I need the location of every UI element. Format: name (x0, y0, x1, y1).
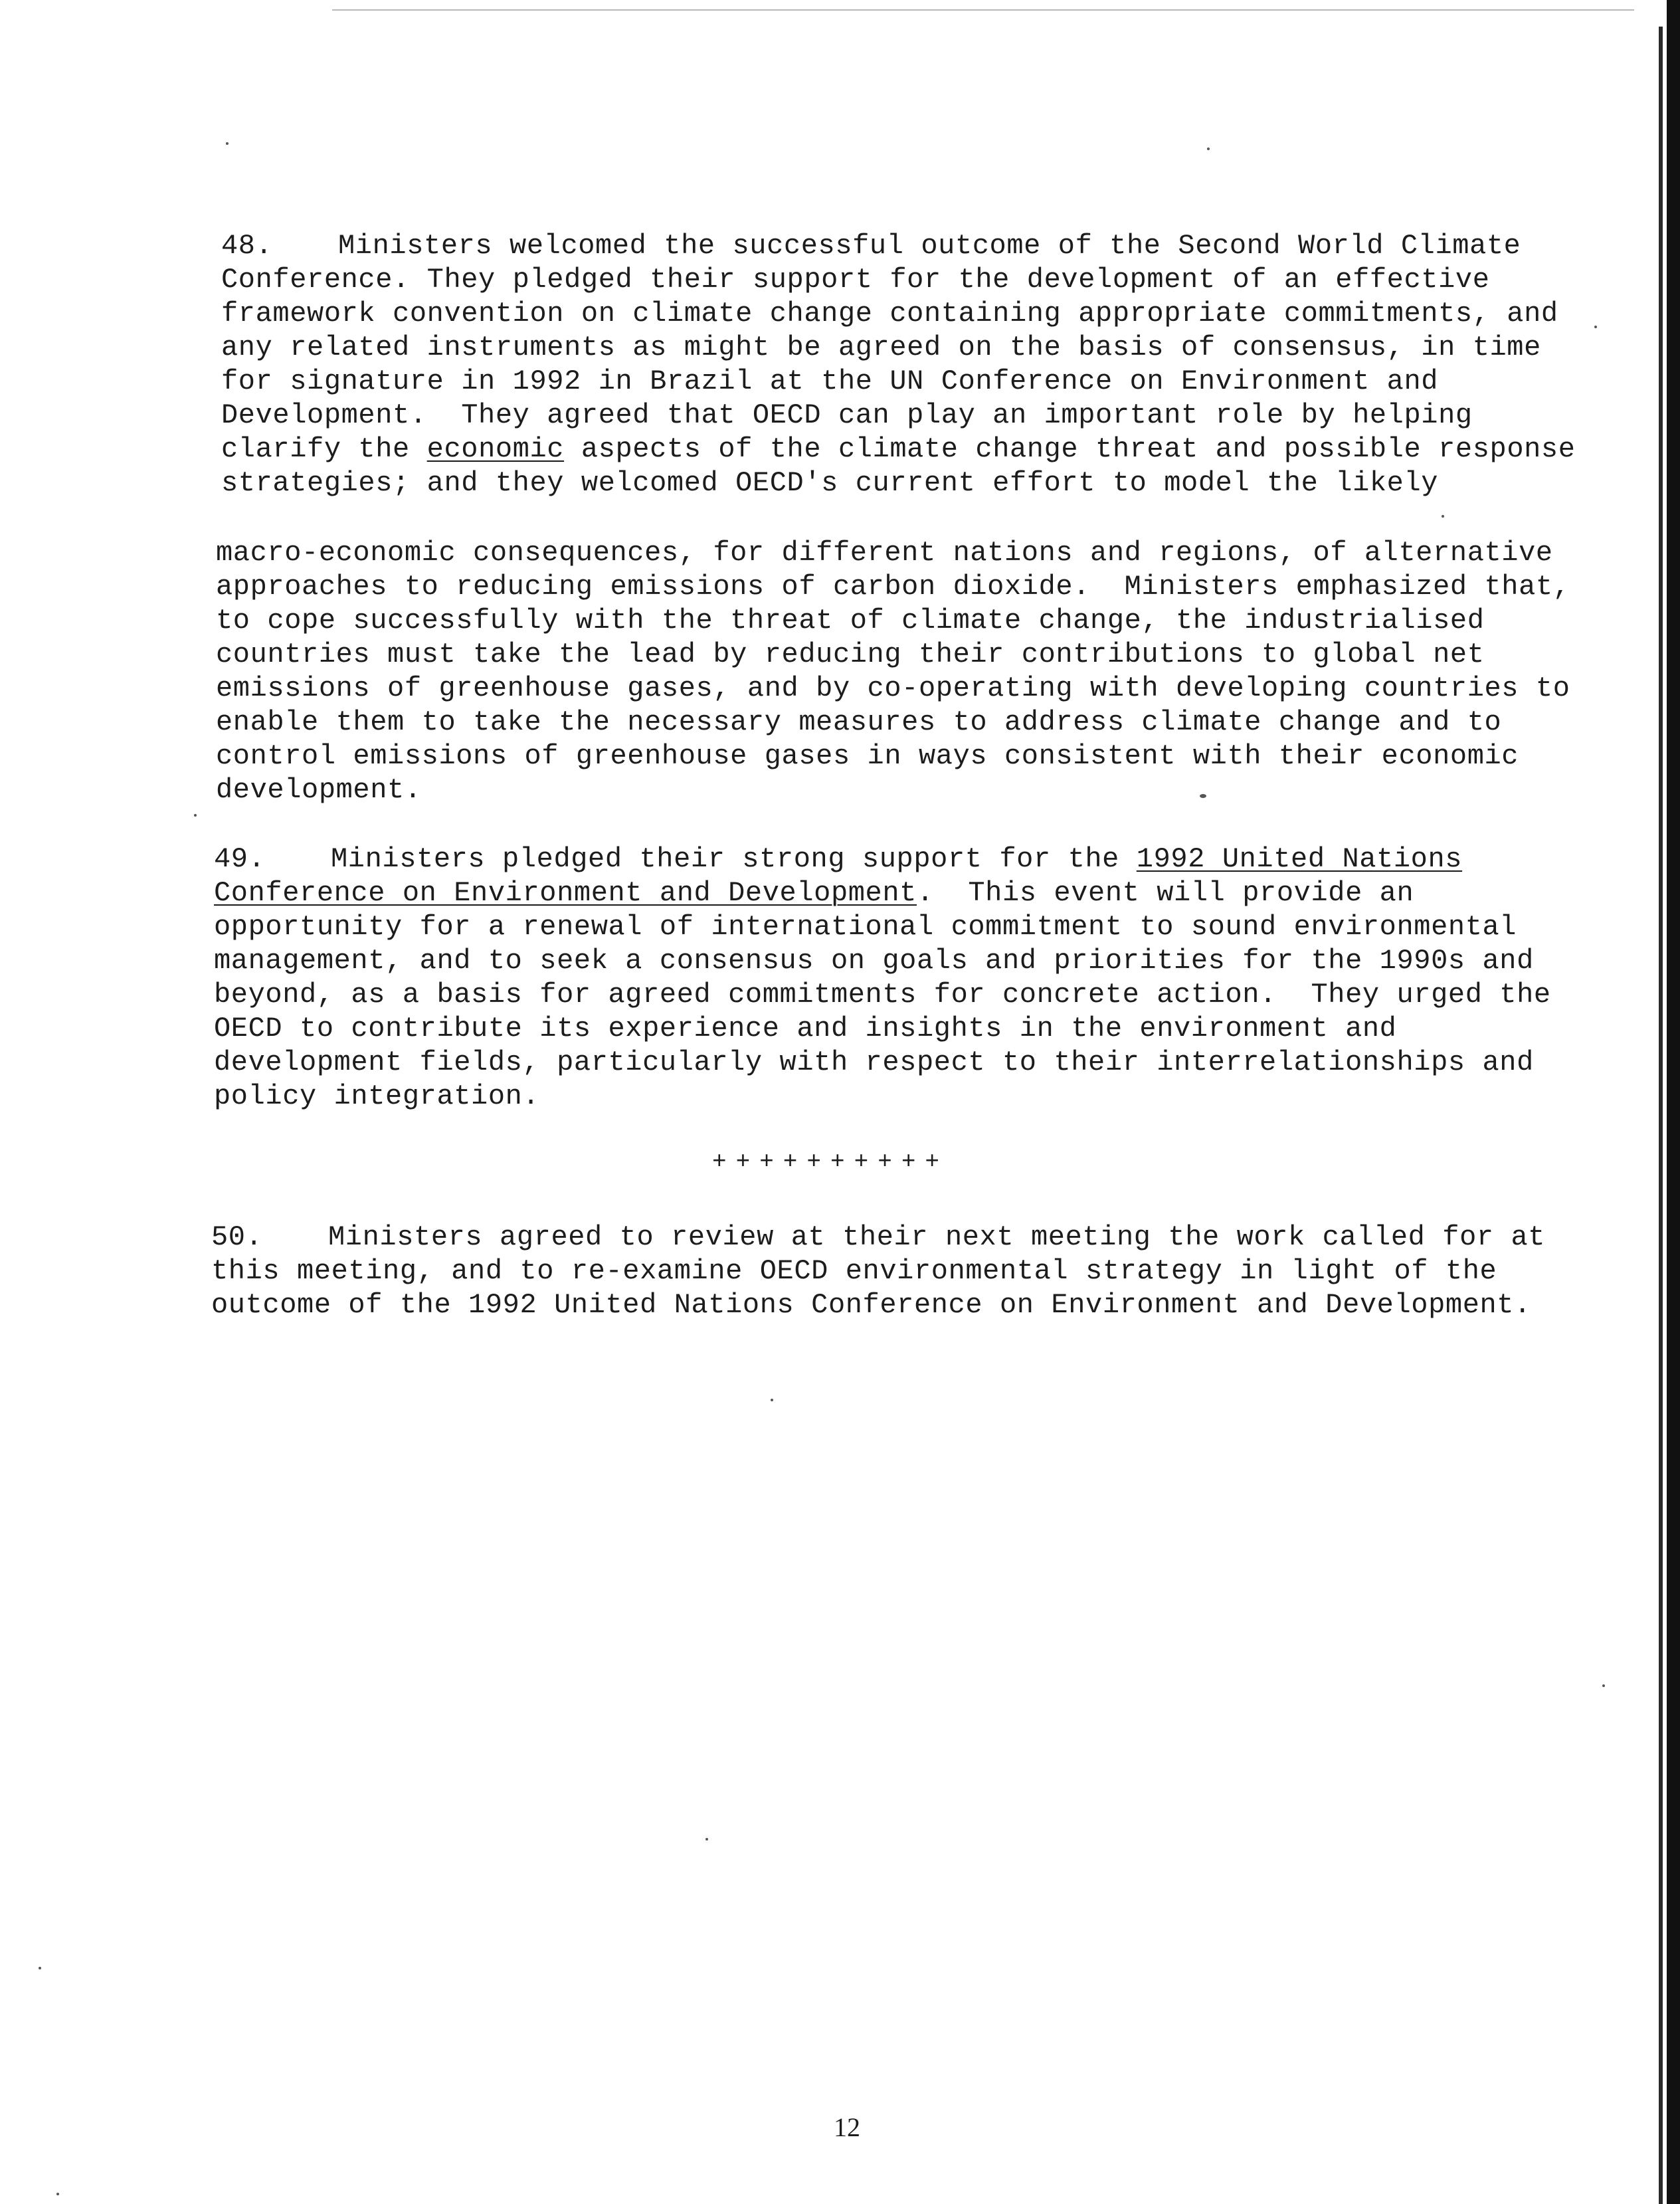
paragraph-line: to cope successfully with the threat of climate change, the industrialised (216, 605, 1485, 637)
paragraph-line: emissions of greenhouse gases, and by co-operating with developing countries to (216, 672, 1570, 704)
paragraph-line: Conference. They pledged their support for the development of an effective (221, 264, 1490, 296)
paragraph-line: strategies; and they welcomed OECD's current effort to model the likely (221, 467, 1439, 499)
scan-speck (226, 142, 229, 145)
paragraph-line: any related instruments as might be agreed on the basis of consensus, in time (221, 332, 1541, 363)
paragraph-line: . This event will provide an (916, 877, 1414, 909)
scan-right-edge-line (1659, 27, 1663, 2204)
paragraph-line: for signature in 1992 in Brazil at the UN Conference on Environment and (221, 365, 1439, 397)
paragraph-number: 50. (211, 1221, 263, 1253)
scan-speck (1594, 326, 1597, 328)
paragraph-number: 48. (221, 230, 273, 262)
paragraph-line: Ministers welcomed the successful outcome of the Second World Climate (338, 230, 1521, 262)
paragraph-number: 49. (214, 843, 266, 875)
scan-speck (39, 1967, 41, 1969)
scan-speck (705, 1838, 708, 1841)
paragraph-line: beyond, as a basis for agreed commitments for concrete action. They urged the (214, 979, 1551, 1011)
paragraph-line: outcome of the 1992 United Nations Conference on Environment and Development. (211, 1289, 1531, 1321)
scan-top-rule (332, 9, 1634, 11)
paragraph-line: approaches to reducing emissions of carbon dioxide. Ministers emphasized that, (216, 571, 1570, 603)
paragraph-48 (221, 229, 1576, 500)
paragraph-line: countries must take the lead by reducing their contributions to global net (216, 639, 1485, 670)
paragraph-line: opportunity for a renewal of international commitment to sound environmental (214, 911, 1517, 943)
scan-speck (1207, 148, 1210, 150)
scan-speck (56, 2193, 59, 2195)
paragraph-line: Ministers agreed to review at their next meeting the work called for at (328, 1221, 1546, 1253)
paragraph-line: development fields, particularly with respect to their interrelationships and (214, 1047, 1534, 1078)
scan-speck (194, 814, 197, 817)
paragraph-line: OECD to contribute its experience and insights in the environment and (214, 1013, 1397, 1045)
paragraph-line: this meeting, and to re-examine OECD environmental strategy in light of the (211, 1255, 1497, 1287)
scan-right-edge (1667, 0, 1680, 2204)
page-number: 12 (834, 2112, 860, 2142)
underlined-term: economic (426, 433, 565, 465)
paragraph-line: aspects of the climate change threat and possible response (564, 433, 1576, 465)
paragraph-50 (211, 1221, 1545, 1322)
paragraph-line: control emissions of greenhouse gases in ways consistent with their economic (216, 740, 1519, 772)
paragraph-line: clarify the (221, 433, 427, 465)
paragraph-49 (214, 843, 1551, 1114)
paragraph-line: development. (216, 774, 422, 806)
paragraph-line: enable them to take the necessary measures to address climate change and to (216, 706, 1502, 738)
paragraph-line: Ministers pledged their strong support for the (331, 843, 1137, 875)
scan-speck (1602, 1684, 1605, 1687)
scan-speck (1442, 515, 1444, 518)
underlined-term: 1992 United Nations (1136, 843, 1463, 875)
underlined-term: Conference on Environment and Development (214, 877, 917, 909)
paragraph-line: macro-economic consequences, for different nations and regions, of alternative (216, 537, 1553, 569)
scan-speck (771, 1399, 773, 1401)
paragraph-line: management, and to seek a consensus on goals and priorities for the 1990s and (214, 945, 1534, 977)
paragraph-line: framework convention on climate change containing appropriate commitments, and (221, 298, 1558, 330)
paragraph-48-continued (216, 536, 1570, 807)
paragraph-line: policy integration. (214, 1080, 540, 1112)
paragraph-line: Development. They agreed that OECD can play an important role by helping (221, 399, 1473, 431)
section-separator: ++++++++++ (712, 1148, 949, 1175)
